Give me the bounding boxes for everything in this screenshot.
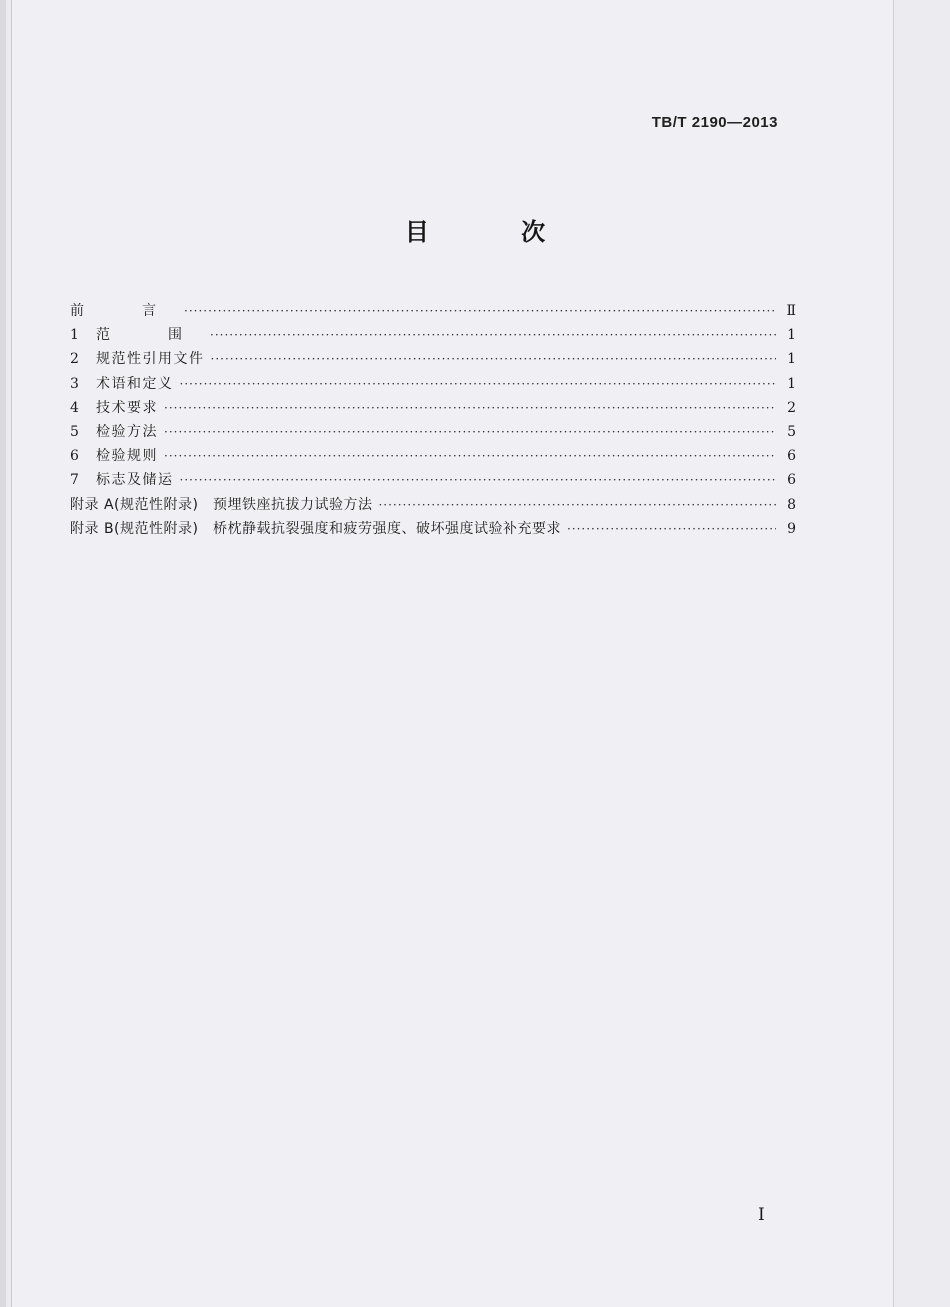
toc-leader-dots <box>211 352 777 366</box>
toc-entry-appendix-a[interactable] <box>70 494 796 518</box>
toc-entry-number: 5 <box>70 423 79 440</box>
toc-entry-number: 6 <box>70 448 79 465</box>
toc-entry-marking-storage[interactable] <box>70 469 796 493</box>
toc-entry-number: 4 <box>70 399 79 416</box>
toc-entry-page: 1 <box>787 327 796 344</box>
standard-code: TB/T 2190—2013 <box>651 114 778 131</box>
toc-entry-label: 规范性引用文件 <box>96 351 205 368</box>
toc-entry-scope[interactable] <box>70 324 796 348</box>
toc-entry-number: 7 <box>70 472 79 489</box>
toc-entry-inspection-rules[interactable] <box>70 445 796 469</box>
toc-entry-number: 1 <box>70 327 79 344</box>
document-page <box>12 0 893 1307</box>
toc-entry-page: 2 <box>787 399 796 416</box>
toc-entry-page: 1 <box>787 375 796 392</box>
toc-leader-dots <box>210 328 776 342</box>
toc-leader-dots <box>164 425 776 439</box>
toc-entry-terms[interactable] <box>70 373 796 397</box>
toc-entry-label: 范 围 <box>96 327 204 344</box>
page-number: I <box>758 1205 765 1225</box>
scan-edge <box>0 0 6 1307</box>
toc-entry-foreword[interactable] <box>70 300 796 324</box>
toc-entry-label: 前 言 <box>70 303 178 319</box>
toc-entry-test-methods[interactable] <box>70 421 796 445</box>
toc-entry-page: 1 <box>787 351 796 368</box>
table-of-contents <box>70 300 796 542</box>
page-edge-line <box>893 0 894 1307</box>
toc-entry-page: 5 <box>787 423 796 440</box>
toc-entry-label: 附录 A(规范性附录) 预埋铁座抗拔力试验方法 <box>70 496 373 513</box>
toc-leader-dots <box>567 522 776 536</box>
toc-leader-dots <box>180 473 777 487</box>
toc-entry-page: 9 <box>787 520 796 537</box>
toc-entry-appendix-b[interactable] <box>70 518 796 542</box>
toc-leader-dots <box>180 377 777 391</box>
toc-entry-number: 2 <box>70 351 79 368</box>
toc-entry-label: 检验方法 <box>96 423 158 440</box>
toc-title: 目 次 <box>404 218 588 246</box>
toc-entry-page: Ⅱ <box>786 303 796 319</box>
toc-leader-dots <box>164 401 776 415</box>
toc-entry-normative-references[interactable] <box>70 348 796 372</box>
toc-entry-label: 检验规则 <box>96 448 158 465</box>
toc-entry-technical-requirements[interactable] <box>70 397 796 421</box>
toc-entry-label: 附录 B(规范性附录) 桥枕静载抗裂强度和疲劳强度、破坏强度试验补充要求 <box>70 520 561 537</box>
toc-entry-page: 6 <box>787 448 796 465</box>
toc-entry-label: 术语和定义 <box>96 375 174 392</box>
toc-entry-number: 3 <box>70 375 79 392</box>
toc-entry-page: 8 <box>787 496 796 513</box>
toc-leader-dots <box>378 498 776 512</box>
toc-entry-page: 6 <box>787 472 796 489</box>
toc-entry-label: 标志及储运 <box>96 472 174 489</box>
toc-leader-dots <box>164 449 776 463</box>
toc-leader-dots <box>184 304 776 318</box>
toc-entry-label: 技术要求 <box>96 399 158 416</box>
